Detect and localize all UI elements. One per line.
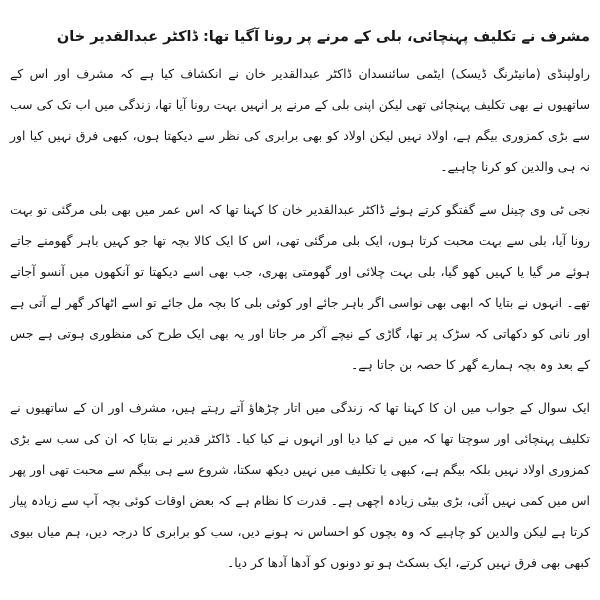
article-paragraph-1: راولپنڈی (مانیٹرنگ ڈیسک) ایٹمی سائنسدان ڈاکٹر عبدالقدیر خان نے انکشاف کیا ہے کہ مشرف اور اس کے ساتھیوں نے بھی تکلیف پہنچائی تھی لیکن اپنی بلی کے مرنے پر انہیں بہت رونا آیا تھا، زندگی میں اب تک کی سب سے بڑی کمزوری بیگم ہے، اولاد نہیں لیکن اولاد کو بھی برابری کی نظر سے دیکھتا ہوں، کبھی فرق نہیں کیا اور نہ ہی والدین کو کرنا چاہیے۔: [10, 66, 590, 174]
news-article: [8, 0, 592, 600]
article-headline: مشرف نے تکلیف پہنچائی، بلی کے مرنے پر رونا آگیا تھا: ڈاکٹر عبدالقدیر خان: [56, 29, 590, 45]
article-paragraph-3: ایک سوال کے جواب میں ان کا کہنا تھا کہ زندگی میں اتار چڑھاؤ آتے رہتے ہیں، مشرف اور ان کے ساتھیوں نے تکلیف پہنچائی اور سوچتا تھا کہ میں نے کیا دیا اور انہوں نے کیا کیا۔ ڈاکٹر قدیر نے بتایا کہ ان کی سب سے بڑی کمزوری اولاد نہیں بلکہ بیگم ہے، کبھی یا تکلیف میں نہیں دیکھ سکتا، شروع سے ہی بیگم سے محبت تھی اور پھر اس میں کمی نہیں آئی، بڑی بیٹی زیادہ اچھی ہے۔ قدرت کا نظام ہے کہ بعض اوقات کوئی بچہ آپ سے زیادہ پیار کرتا ہے لیکن والدین کو چاہیے کہ وہ بچوں کو احساس نہ ہونے دیں، سب کو برابری کا درجہ دیں، ہم میاں بیوی کبھی بھی فرق نہیں کرتے، ایک بسکٹ ہو تو دونوں کو آدھا آدھا کر دیا۔: [10, 400, 590, 570]
article-paragraph-2: نجی ٹی وی چینل سے گفتگو کرتے ہوئے ڈاکٹر عبدالقدیر خان کا کہنا تھا کہ اس عمر میں بھی بلی مرگئی تو بہت رونا آیا، بلی سے بہت محبت کرتا ہوں، ایک بلی مرگئی تھی، اس کا ایک کالا بچہ تھا جو کہیں باہر گھومنے جاتے ہوئے مر گیا یا کہیں کھو گیا، بلی بہت چلائی اور گھومتی پھری، جب بھی اسے دیکھتا تو آنکھوں میں آنسو آجاتے تھے۔ انہوں نے بتایا کہ ابھی بھی نواسی اگر باہر جائے اور کوئی بلی کا بچہ مل جائے تو اسے اٹھاکر گھر لے آتی ہے اور نانی کو دکھاتی کہ سڑک پر تھا، گاڑی کے نیچے آکر مر جاتا اور یہ بھی ایک طرح کی منظوری ہوتی ہے جس کے بعد وہ بچہ ہمارے گھر کا حصہ بن جاتا ہے۔: [10, 202, 590, 372]
